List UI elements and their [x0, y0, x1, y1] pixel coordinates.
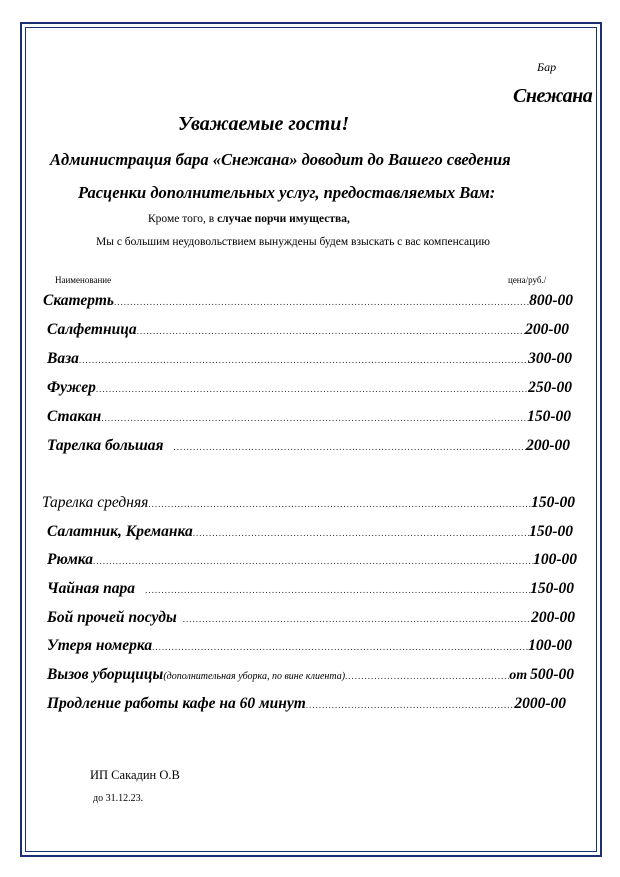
item-price: 150-00: [531, 494, 575, 511]
dot-leader: [152, 642, 528, 652]
dot-leader: [101, 413, 527, 423]
compensation-note: Мы с большим неудовольствием вынуждены будем взыскать с вас компенсацию: [96, 236, 490, 248]
price-row: [47, 379, 572, 399]
dot-leader: [345, 671, 509, 681]
item-name: Продление работы кафе на 60 минут: [47, 695, 306, 712]
item-price: 2000-00: [514, 695, 566, 712]
item-price: 150-00: [530, 580, 574, 597]
item-name: Салатник, Креманка: [47, 523, 193, 540]
price-prefix: от: [509, 668, 528, 683]
price-row: [47, 321, 569, 341]
item-price: 200-00: [526, 437, 570, 454]
prices-title: Расценки дополнительных услуг, предоставляемых Вам:: [78, 183, 496, 202]
valid-until: до 31.12.23.: [93, 793, 144, 804]
price-row: [47, 523, 573, 543]
bar-name: Снежана: [513, 85, 593, 107]
item-name: Рюмка: [47, 551, 94, 568]
price-row: [47, 695, 566, 715]
dot-leader: [114, 297, 529, 307]
price-row: [47, 609, 575, 629]
item-price: 150-00: [527, 408, 571, 425]
admin-line: Администрация бара «Снежана» доводит до Вашего сведения: [50, 150, 511, 169]
damage-note-bold: случае порчи имущества,: [217, 213, 350, 225]
item-price: 100-00: [533, 551, 577, 568]
price-row: [47, 408, 571, 428]
dot-leader: [174, 442, 527, 452]
item-name: Утеря номерка: [47, 637, 153, 654]
greeting-heading: Уважаемые гости!: [178, 113, 350, 135]
price-row: [42, 494, 575, 514]
item-price: 200-00: [525, 321, 569, 338]
dot-leader: [145, 585, 530, 595]
item-name: Ваза: [47, 350, 79, 367]
dot-leader: [93, 556, 533, 566]
item-name: Фужер: [47, 379, 96, 396]
bar-label: Бар: [537, 60, 557, 74]
dot-leader: [96, 384, 528, 394]
item-price: 150-00: [529, 523, 573, 540]
item-name: Стакан: [47, 408, 102, 425]
price-row: [47, 437, 570, 457]
dot-leader: [148, 499, 531, 509]
item-name: Вызов уборщицы: [47, 666, 164, 683]
item-name: Тарелка большая: [47, 437, 164, 454]
damage-note-prefix: Кроме того, в: [148, 213, 218, 225]
item-name: Скатерть: [43, 292, 114, 309]
item-name: Салфетница: [47, 321, 137, 338]
column-header-name: Наименование: [55, 275, 112, 285]
price-row: [47, 580, 574, 600]
damage-note: [148, 213, 350, 225]
item-name: Чайная пара: [47, 580, 136, 597]
dot-leader: [137, 326, 526, 336]
dot-leader: [79, 355, 528, 365]
price-row: [43, 292, 573, 312]
dot-leader: [183, 614, 531, 624]
item-price: 300-00: [528, 350, 572, 367]
item-price: 800-00: [529, 292, 573, 309]
price-row: [47, 666, 574, 686]
column-header-price: цена/руб./: [508, 275, 547, 285]
dot-leader: [306, 700, 515, 710]
item-note: (дополнительная уборка, по вине клиента): [163, 671, 346, 682]
price-row: [47, 551, 577, 571]
price-row: [47, 350, 572, 370]
item-price: 250-00: [528, 379, 572, 396]
item-price: 200-00: [531, 609, 575, 626]
item-price: 500-00: [530, 666, 574, 683]
signature: ИП Сакадин О.В: [90, 768, 180, 782]
item-price: 100-00: [528, 637, 572, 654]
price-row: [47, 637, 572, 657]
dot-leader: [193, 528, 529, 538]
item-name: Тарелка средняя: [42, 494, 149, 511]
item-name: Бой прочей посуды: [47, 609, 177, 626]
